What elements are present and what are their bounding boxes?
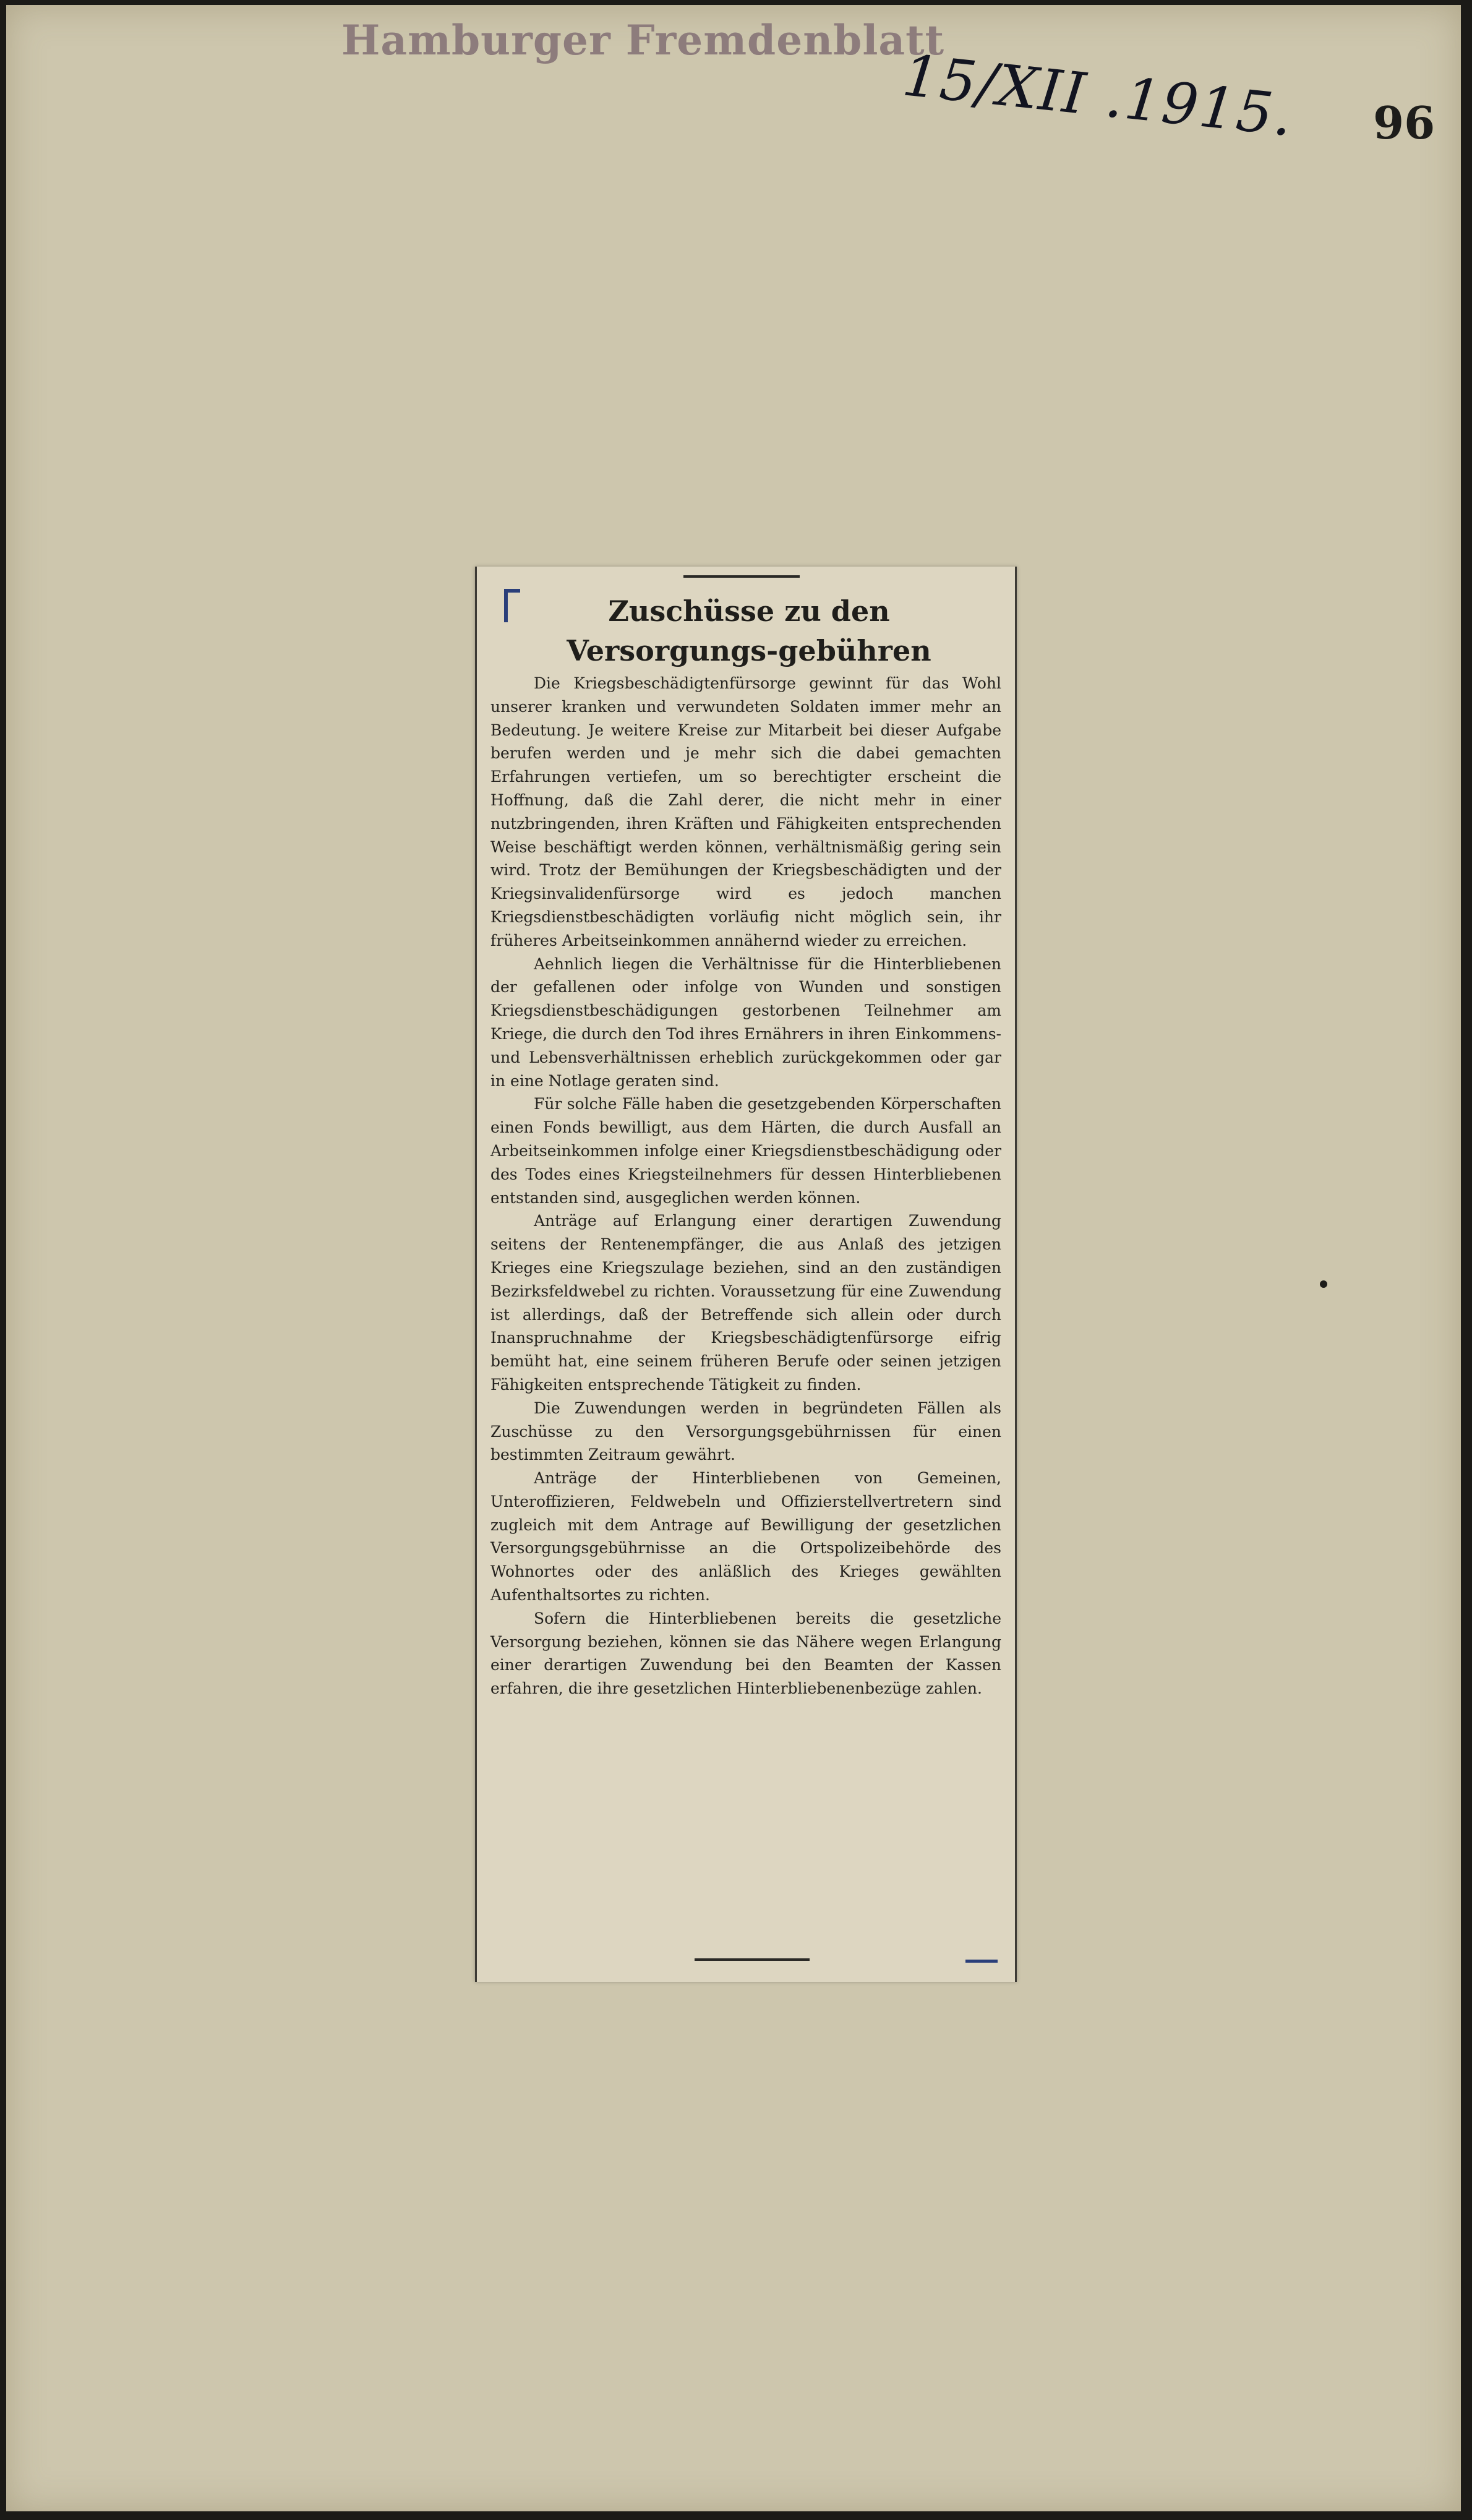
- ink-spot: [1320, 1280, 1327, 1288]
- blue-pencil-mark: [965, 1960, 998, 1963]
- article-body: [490, 672, 1001, 1700]
- paragraph: Aehnlich liegen die Verhältnisse für die Hinterbliebenen der gefallenen oder infolge von Wunden und sonstigen Kriegsdienstbeschädigungen gestorbenen Teilnehmer am Kriege, die durch den Tod ihres Ernährers in ihren Einkommens- und Lebensverhältnissen erheblich zurückgekommen oder gar in eine Notlage geraten sind.: [490, 954, 1001, 1090]
- archive-sheet: [6, 5, 1461, 2511]
- bottom-rule: [695, 1958, 810, 1961]
- paragraph: Anträge der Hinterbliebenen von Gemeinen, Unteroffizieren, Feldwebeln und Offizierstellvertretern sind zugleich mit dem Antrage auf Bewilligung der gesetzlichen Versorgungsgebührnisse an die Ortspolizeibehörde des Wohnortes oder des anläßlich des Krieges gewählten Aufenthaltsortes zu richten.: [490, 1469, 1001, 1605]
- top-rule: [683, 575, 800, 578]
- page-number: 96: [1373, 96, 1436, 149]
- paragraph: Sofern die Hinterbliebenen bereits die gesetzliche Versorgung beziehen, können sie das Nähere wegen Erlangung einer derartigen Zuwendung bei den Beamten der Kassen erfahren, die ihre gesetzlichen Hinterbliebenenbezüge zahlen.: [490, 1609, 1001, 1698]
- article-headline: Zuschüsse zu den Versorgungs-gebühren: [567, 594, 931, 667]
- paragraph: Für solche Fälle haben die gesetzgebenden Körperschaften einen Fonds bewilligt, aus dem Härten, die durch Ausfall an Arbeitseinkommen infolge einer Kriegsdienstbeschädigung oder des Todes eines Kriegsteilnehmers für dessen Hinterbliebenen entstanden sind, ausgeglichen werden können.: [490, 1095, 1001, 1207]
- handwritten-date: 15/XII .1915.: [899, 42, 1297, 149]
- paragraph: Anträge auf Erlangung einer derartigen Zuwendung seitens der Rentenempfänger, die aus Anlaß des jetzigen Krieges eine Kriegszulage beziehen, sind an den zuständigen Bezirksfeldwebel zu richten. Voraussetzung für eine Zuwendung ist allerdings, daß der Betreffende sich allein oder durch Inanspruchnahme der Kriegsbeschädigtenfürsorge eifrig bemüht hat, eine seinem früheren Berufe oder seinen jetzigen Fähigkeiten entsprechende Tätigkeit zu finden.: [490, 1212, 1001, 1394]
- paragraph: Die Kriegsbeschädigtenfürsorge gewinnt für das Wohl unserer kranken und verwundeten Soldaten immer mehr an Bedeutung. Je weitere Kreise zur Mitarbeit bei dieser Aufgabe berufen werden und je mehr sich die dabei gemachten Erfahrungen vertiefen, um so berechtigter erscheint die Hoffnung, daß die Zahl derer, die nicht mehr in einer nutzbringenden, ihren Kräften und Fähigkeiten entsprechenden Weise beschäftigt werden können, verhältnismäßig gering sein wird. Trotz der Bemühungen der Kriegsbeschädigten und der Kriegsinvalidenfürsorge wird es jedoch manchen Kriegsdienstbeschädigten vorläufig nicht möglich sein, ihr früheres Arbeitseinkommen annähernd wieder zu erreichen.: [490, 674, 1001, 949]
- newspaper-clipping: [475, 567, 1017, 1982]
- newspaper-stamp: Hamburger Fremdenblatt: [341, 16, 945, 64]
- paragraph: Die Zuwendungen werden in begründeten Fällen als Zuschüsse zu den Versorgungsgebührnissen für einen bestimmten Zeitraum gewährt.: [490, 1399, 1001, 1464]
